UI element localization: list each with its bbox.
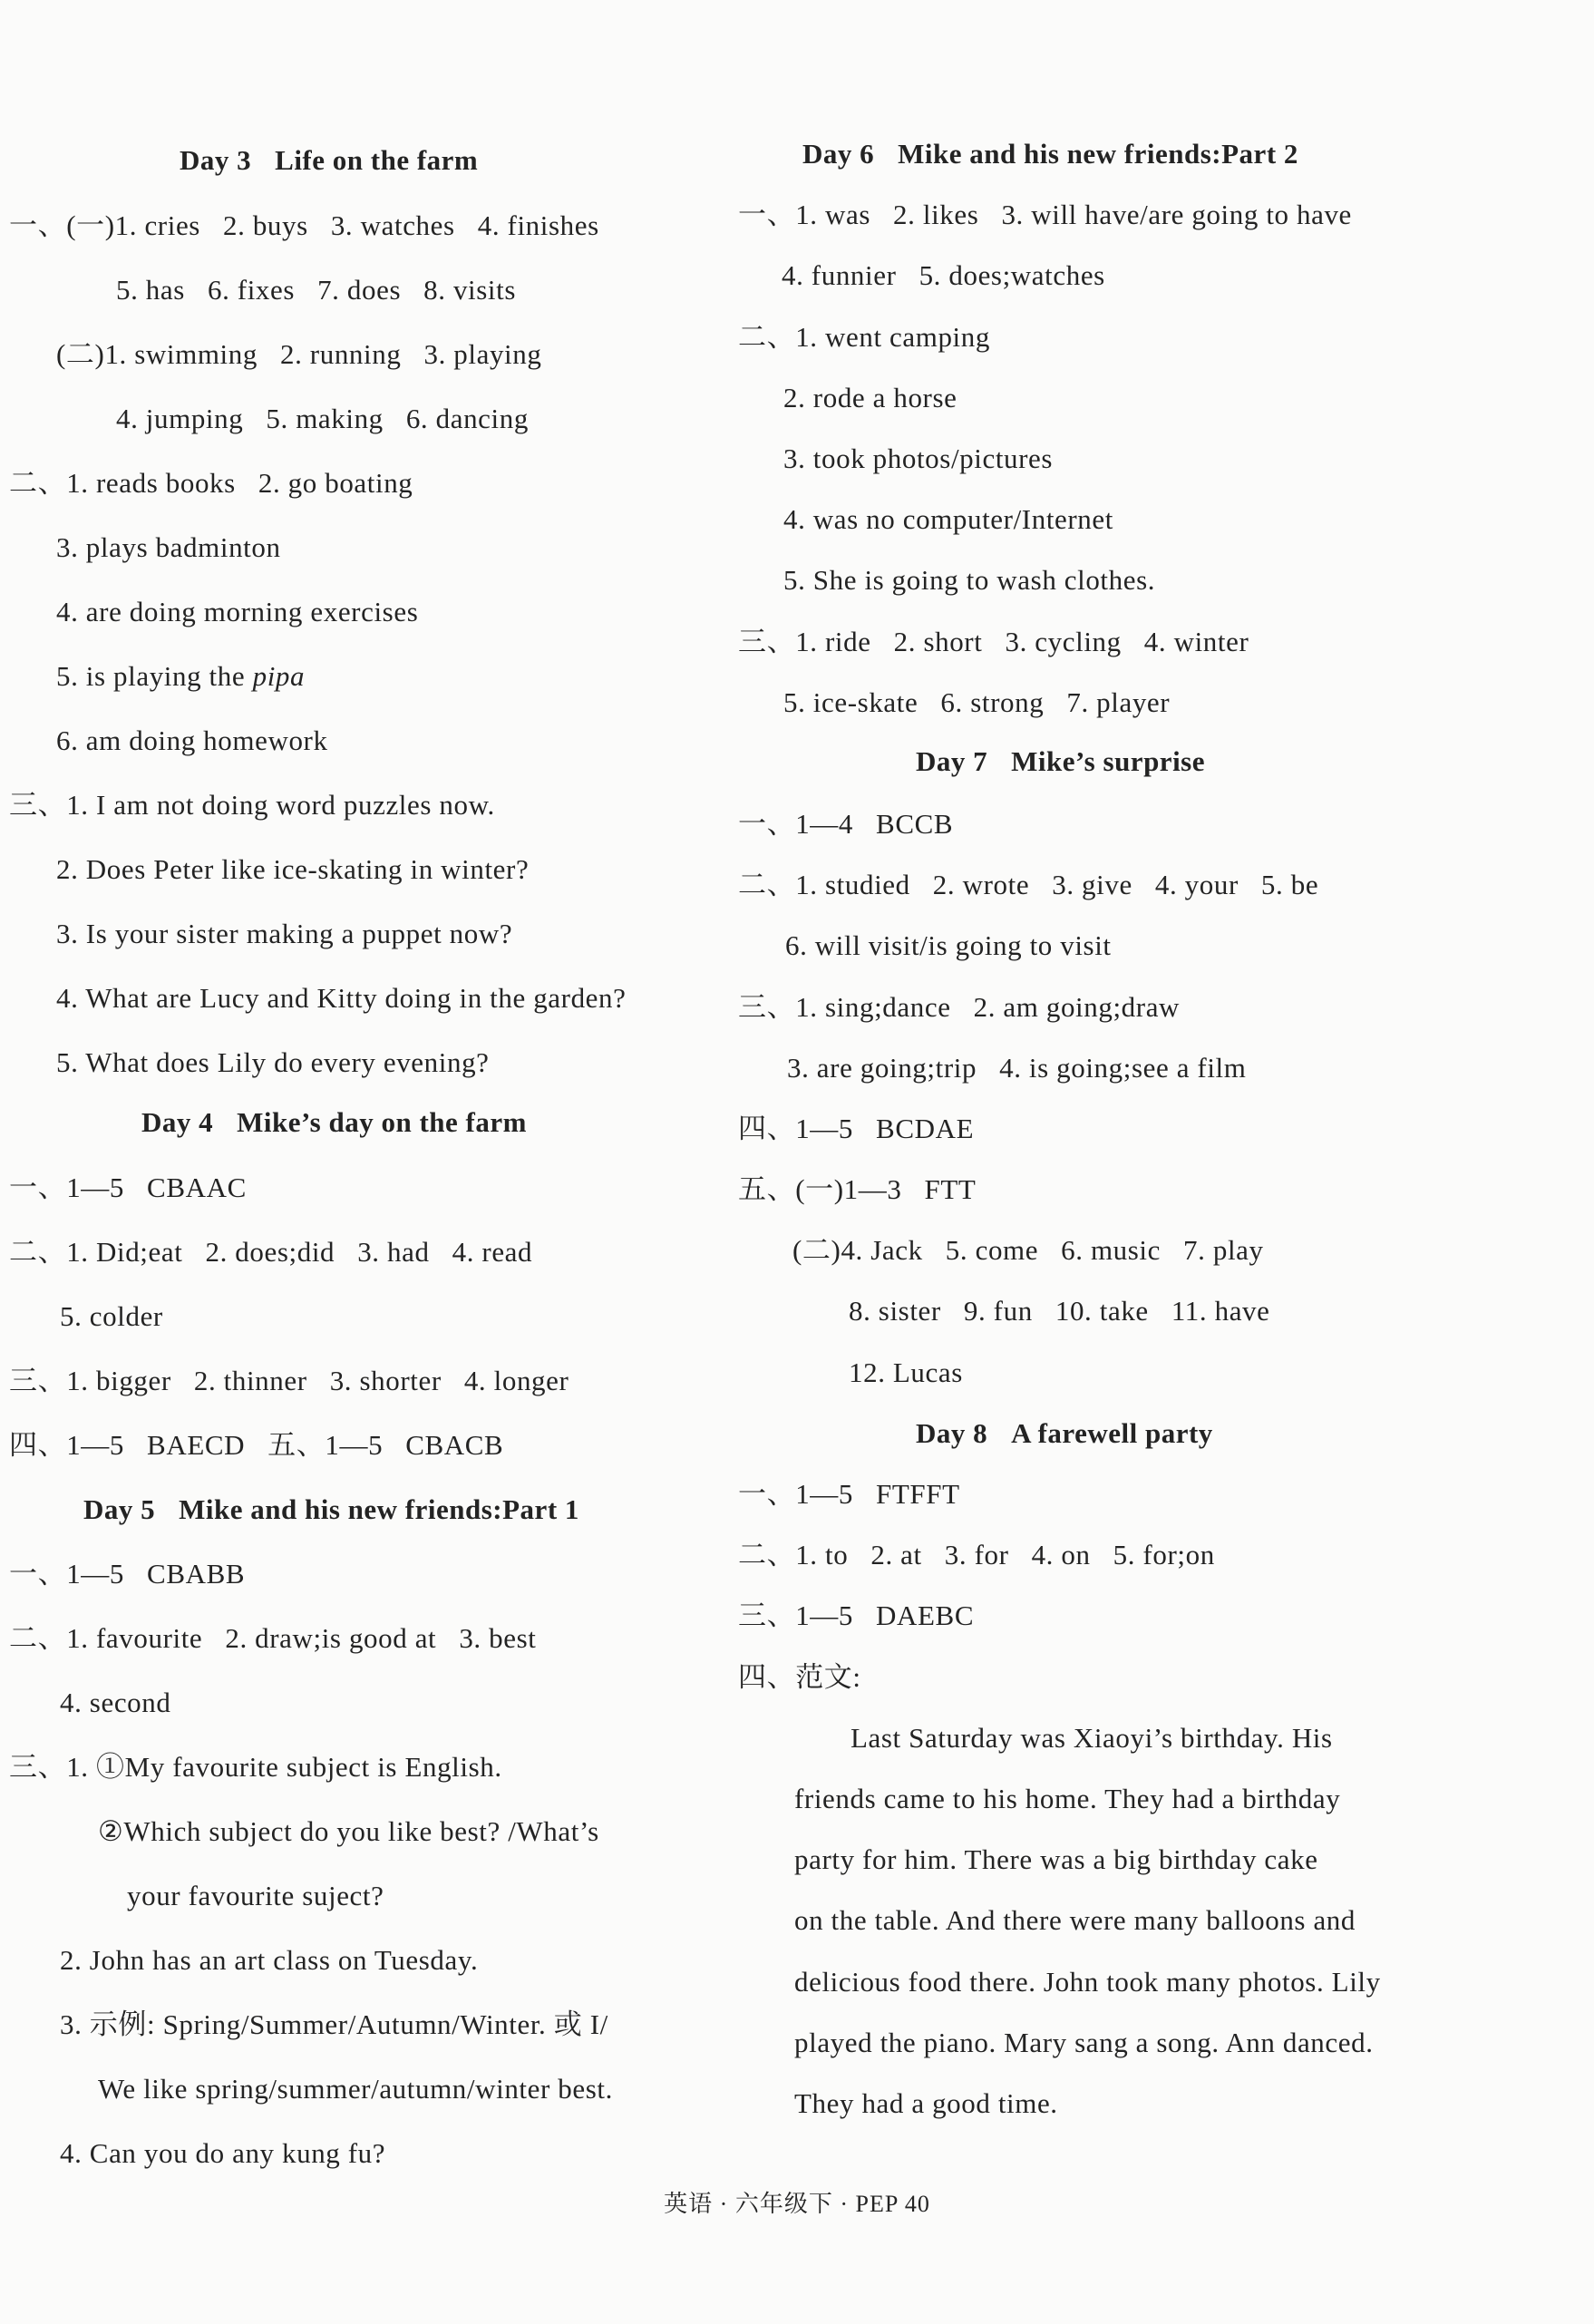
answer-text: 4. are doing morning exercises [56, 596, 419, 627]
answer-line [792, 1236, 1264, 1264]
answer-line [9, 1366, 569, 1395]
answer-text: (二)4. Jack 5. come 6. music 7. play [792, 1234, 1264, 1266]
answer-text: 一、1—5 CBAAC [9, 1172, 247, 1203]
answer-line [9, 1624, 536, 1652]
answer-line [116, 404, 529, 433]
answer-line [849, 1297, 1270, 1325]
day-number: Day 3 [180, 144, 252, 176]
answer-text: 3. plays badminton [56, 531, 281, 563]
answer-line [794, 1906, 1356, 1934]
answer-line [56, 855, 529, 883]
answer-text: 4. second [60, 1687, 171, 1718]
answer-text: 5. has 6. fixes 7. does 8. visits [116, 274, 517, 306]
section-heading [83, 1495, 579, 1523]
day-title: Mike’s day on the farm [237, 1106, 527, 1138]
day-number: Day 4 [141, 1106, 214, 1138]
answer-line [116, 276, 516, 304]
section-heading [916, 747, 1205, 775]
answer-text: 5. What does Lily do every evening? [56, 1046, 490, 1078]
answer-text: 5. is playing the [56, 660, 253, 692]
answer-text: 8. sister 9. fun 10. take 11. have [849, 1295, 1270, 1327]
answer-text: 3. Is your sister making a puppet now? [56, 918, 513, 949]
answer-line [98, 2075, 613, 2103]
answer-line [849, 1358, 963, 1386]
answer-text: 三、1. ①My favourite subject is English. [9, 1751, 502, 1783]
answer-text: 一、1—5 CBABB [9, 1558, 246, 1590]
answer-text: 3. took photos/pictures [783, 442, 1054, 474]
left-column [0, 0, 725, 2324]
answer-text: 四、1—5 BAECD 五、1—5 CBACB [9, 1429, 504, 1461]
answer-line [56, 1048, 490, 1076]
day-number: Day 5 [83, 1493, 156, 1525]
answer-text: 三、1. ride 2. short 3. cycling 4. winter [738, 626, 1249, 657]
answer-text: 12. Lucas [849, 1356, 963, 1388]
day-title: A farewell party [1011, 1417, 1213, 1449]
answer-text: 4. jumping 5. making 6. dancing [116, 403, 529, 434]
answer-text: 6. am doing homework [56, 724, 328, 756]
answer-text: 二、1. studied 2. wrote 3. give 4. your 5. be [738, 869, 1319, 900]
answer-line [738, 1601, 974, 1629]
day-number: Day 6 [802, 138, 875, 170]
answer-line [60, 1302, 163, 1330]
answer-line [738, 1114, 974, 1143]
answer-text: Last Saturday was Xiaoyi’s birthday. His [850, 1722, 1333, 1754]
day-number: Day 7 [916, 745, 988, 777]
answer-line [56, 598, 418, 626]
answer-line [9, 1238, 532, 1266]
answer-line [60, 1688, 170, 1716]
answer-line [738, 810, 953, 838]
answer-text: We like spring/summer/autumn/winter best. [98, 2073, 613, 2105]
answer-text: on the table. And there were many balloons and [794, 1904, 1356, 1936]
answer-line [850, 1724, 1333, 1752]
answer-text: played the piano. Mary sang a song. Ann danced. [794, 2027, 1374, 2058]
section-heading [180, 146, 478, 174]
answer-line [738, 993, 1180, 1021]
answer-text: party for him. There was a big birthday cake [794, 1843, 1318, 1875]
answer-text: (二)1. swimming 2. running 3. playing [56, 338, 542, 370]
answer-line [794, 2028, 1374, 2057]
answer-line [9, 469, 413, 497]
answer-text: 2. John has an art class on Tuesday. [60, 1944, 479, 1976]
answer-text: 一、(一)1. cries 2. buys 3. watches 4. finishes [9, 209, 599, 241]
answer-line [738, 870, 1318, 899]
answer-text: 2. rode a horse [783, 382, 957, 413]
answer-line [56, 533, 281, 561]
answer-text: 三、1. I am not doing word puzzles now. [9, 789, 495, 821]
answer-line [738, 1175, 976, 1203]
answer-line [794, 2089, 1058, 2117]
section-heading [141, 1108, 527, 1136]
answer-line [738, 323, 990, 351]
answer-text: 四、范文: [738, 1661, 861, 1693]
answer-line [9, 1431, 503, 1459]
answer-line [783, 444, 1053, 472]
answer-text: delicious food there. John took many photos. Lily [794, 1966, 1381, 1998]
answer-text: friends came to his home. They had a birthday [794, 1783, 1341, 1814]
answer-text: 三、1. sing;dance 2. am going;draw [738, 991, 1181, 1023]
answer-line [9, 211, 599, 239]
answer-line [9, 1173, 247, 1201]
answer-line [60, 2010, 608, 2038]
right-column [725, 0, 1594, 2324]
answer-text: 6. will visit/is going to visit [785, 929, 1112, 961]
answer-text: 3. are going;trip 4. is going;see a film [787, 1052, 1247, 1084]
answer-line [794, 1784, 1340, 1813]
answer-line [783, 566, 1155, 594]
day-title: Mike and his new friends:Part 2 [898, 138, 1298, 170]
answer-line [56, 726, 328, 754]
answer-text: 3. 示例: Spring/Summer/Autumn/Winter. 或 I/ [60, 2008, 608, 2040]
answer-line [738, 1541, 1215, 1569]
answer-line [794, 1845, 1318, 1873]
answer-text: 5. ice-skate 6. strong 7. player [783, 686, 1171, 718]
answer-line [794, 1968, 1381, 1996]
answer-line [56, 340, 541, 368]
answer-text: 4. What are Lucy and Kitty doing in the garden? [56, 982, 627, 1014]
answer-line [782, 261, 1105, 289]
answer-text: 三、1. bigger 2. thinner 3. shorter 4. longer [9, 1365, 569, 1396]
answer-line [783, 688, 1170, 716]
answer-line [738, 1480, 960, 1508]
answer-line [60, 2139, 385, 2167]
answer-text: 5. colder [60, 1300, 163, 1332]
answer-text: 一、1—5 FTFFT [738, 1478, 960, 1510]
answer-text: ②Which subject do you like best? /What’s [98, 1815, 599, 1847]
answer-text: They had a good time. [794, 2087, 1058, 2119]
answer-line [9, 1560, 245, 1588]
answer-text: 二、1. went camping [738, 321, 990, 353]
day-title: Life on the farm [275, 144, 479, 176]
section-heading [802, 140, 1298, 168]
answer-text: 五、(一)1—3 FTT [738, 1173, 977, 1205]
answer-line [785, 931, 1112, 959]
answer-text: 2. Does Peter like ice-skating in winter? [56, 853, 530, 885]
answer-line [56, 919, 512, 948]
answer-text: 4. was no computer/Internet [783, 503, 1113, 535]
day-title: Mike and his new friends:Part 1 [179, 1493, 579, 1525]
answer-text: 5. She is going to wash clothes. [783, 564, 1156, 596]
answer-line [738, 200, 1352, 229]
answer-line [98, 1817, 599, 1845]
answer-line [56, 984, 627, 1012]
italic-term: pipa [252, 660, 306, 692]
answer-text: 一、1. was 2. likes 3. will have/are going to have [738, 199, 1352, 230]
answer-text: 二、1. to 2. at 3. for 4. on 5. for;on [738, 1539, 1215, 1570]
day-number: Day 8 [916, 1417, 988, 1449]
answer-text: 4. Can you do any kung fu? [60, 2137, 386, 2169]
answer-line [738, 627, 1249, 656]
answer-line [738, 1663, 861, 1691]
answer-line [60, 1946, 478, 1974]
section-heading [916, 1419, 1213, 1447]
answer-text: 三、1—5 DAEBC [738, 1600, 975, 1631]
answer-line [783, 505, 1113, 533]
answer-text: 二、1. Did;eat 2. does;did 3. had 4. read [9, 1236, 533, 1268]
answer-text: 4. funnier 5. does;watches [782, 259, 1105, 291]
answer-line [9, 791, 495, 819]
answer-line [56, 662, 305, 690]
answer-text: 一、1—4 BCCB [738, 808, 954, 840]
answer-line [9, 1753, 502, 1781]
day-title: Mike’s surprise [1011, 745, 1205, 777]
answer-text: your favourite suject? [127, 1880, 384, 1911]
answer-text: 二、1. reads books 2. go boating [9, 467, 413, 499]
page-footer: 英语 · 六年级下 · PEP 40 [664, 2191, 930, 2217]
answer-line [787, 1054, 1246, 1082]
answer-text: 二、1. favourite 2. draw;is good at 3. best [9, 1622, 537, 1654]
answer-line [783, 384, 957, 412]
answer-line [127, 1882, 384, 1910]
answer-text: 四、1—5 BCDAE [738, 1113, 975, 1144]
